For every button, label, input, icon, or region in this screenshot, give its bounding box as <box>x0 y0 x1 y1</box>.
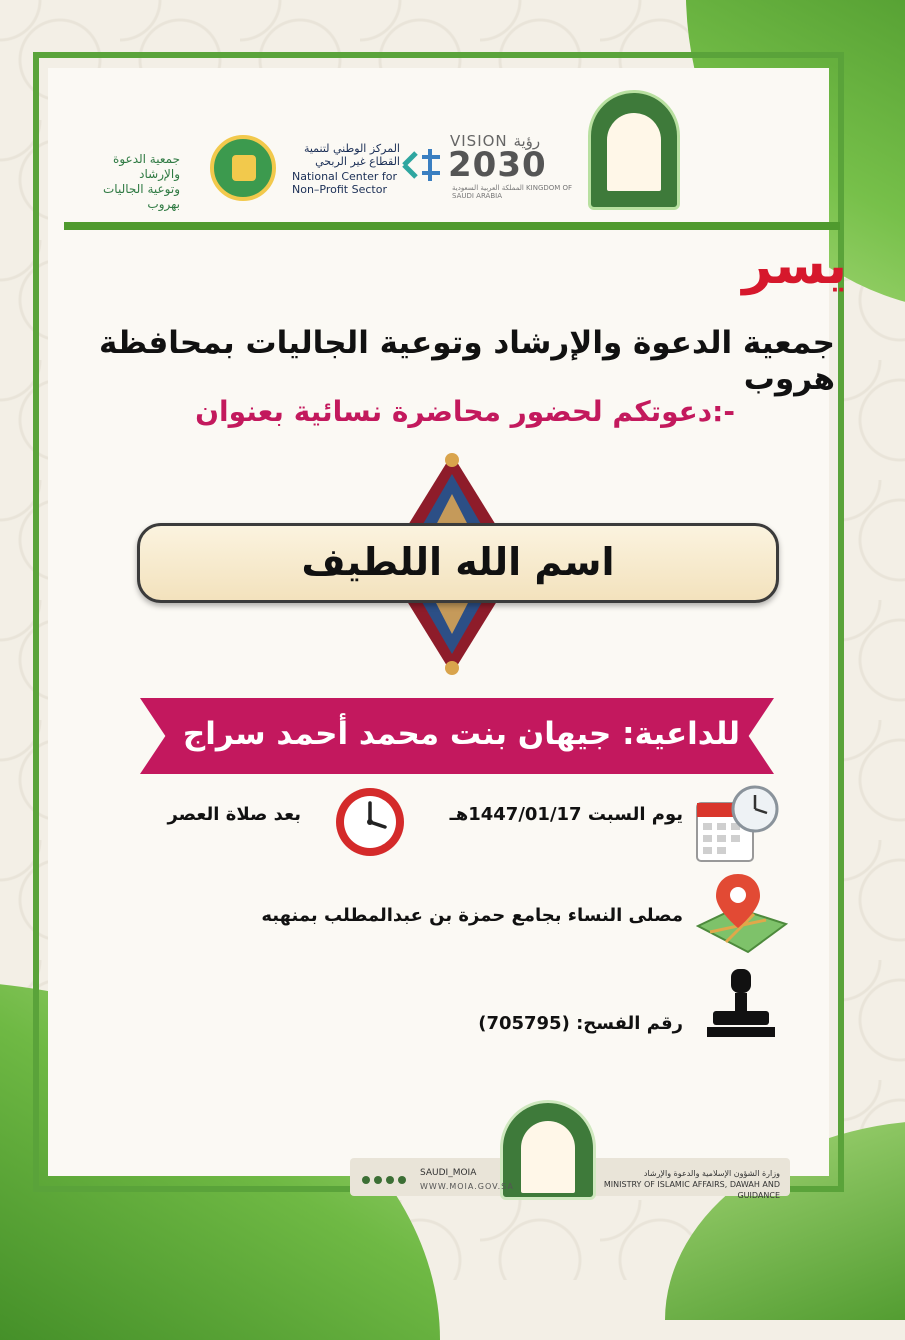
social-icon-2 <box>374 1176 382 1184</box>
ncnp-name-arabic: المركز الوطني لتنمية القطاع غير الربحي <box>303 142 400 168</box>
invitation-line: دعوتكم لحضور محاضرة نسائية بعنوان:- <box>195 395 735 428</box>
ncnp-logo-icon <box>400 145 446 185</box>
ministry-logo <box>588 90 680 210</box>
ncnp-name-english: National Center for Non–Profit Sector <box>292 170 397 196</box>
map-pin-icon <box>696 872 788 954</box>
stamp-icon <box>705 965 777 1045</box>
vision-title: VISION رؤية <box>450 132 541 150</box>
event-time: بعد صلاة العصر <box>167 804 301 825</box>
speaker-name: للداعية: جيهان بنت محمد أحمد سراج <box>182 716 740 752</box>
footer-ministry-emblem <box>500 1100 596 1200</box>
yasur-heading: يسر <box>742 236 847 296</box>
association-name: جمعية الدعوة والإرشاد وتوعية الجاليات بهروب <box>103 152 180 211</box>
clock-icon <box>333 785 407 859</box>
vision-subtitle: المملكة العربية السعودية KINGDOM OF SAUDI ARABIA <box>452 184 573 200</box>
vision-year: 2030 <box>448 145 547 185</box>
license-number: رقم الفسح: (705795) <box>478 1013 683 1034</box>
lecture-title: اسم الله اللطيف <box>301 540 615 584</box>
social-icon-1 <box>362 1176 370 1184</box>
social-icon-3 <box>386 1176 394 1184</box>
event-place: مصلى النساء بجامع حمزة بن عبدالمطلب بمنهبه <box>261 905 683 926</box>
footer-website: WWW.MOIA.GOV.SA <box>420 1182 514 1191</box>
footer-ministry-name: وزارة الشؤون الإسلامية والدعوة والإرشاد MINISTRY OF ISLAMIC AFFAIRS, DAWAH AND GUIDANCE <box>603 1169 780 1200</box>
footer-social-handle: SAUDI_MOIA <box>420 1168 477 1178</box>
social-icon-4 <box>398 1176 406 1184</box>
event-date: يوم السبت 1447/01/17هـ <box>449 804 683 825</box>
association-logo <box>210 135 276 201</box>
header-divider <box>64 222 840 230</box>
calendar-icon <box>695 785 781 865</box>
organization-line: جمعية الدعوة والإرشاد وتوعية الجاليات بمحافظة هروب <box>99 325 835 397</box>
logo-row <box>60 90 840 215</box>
